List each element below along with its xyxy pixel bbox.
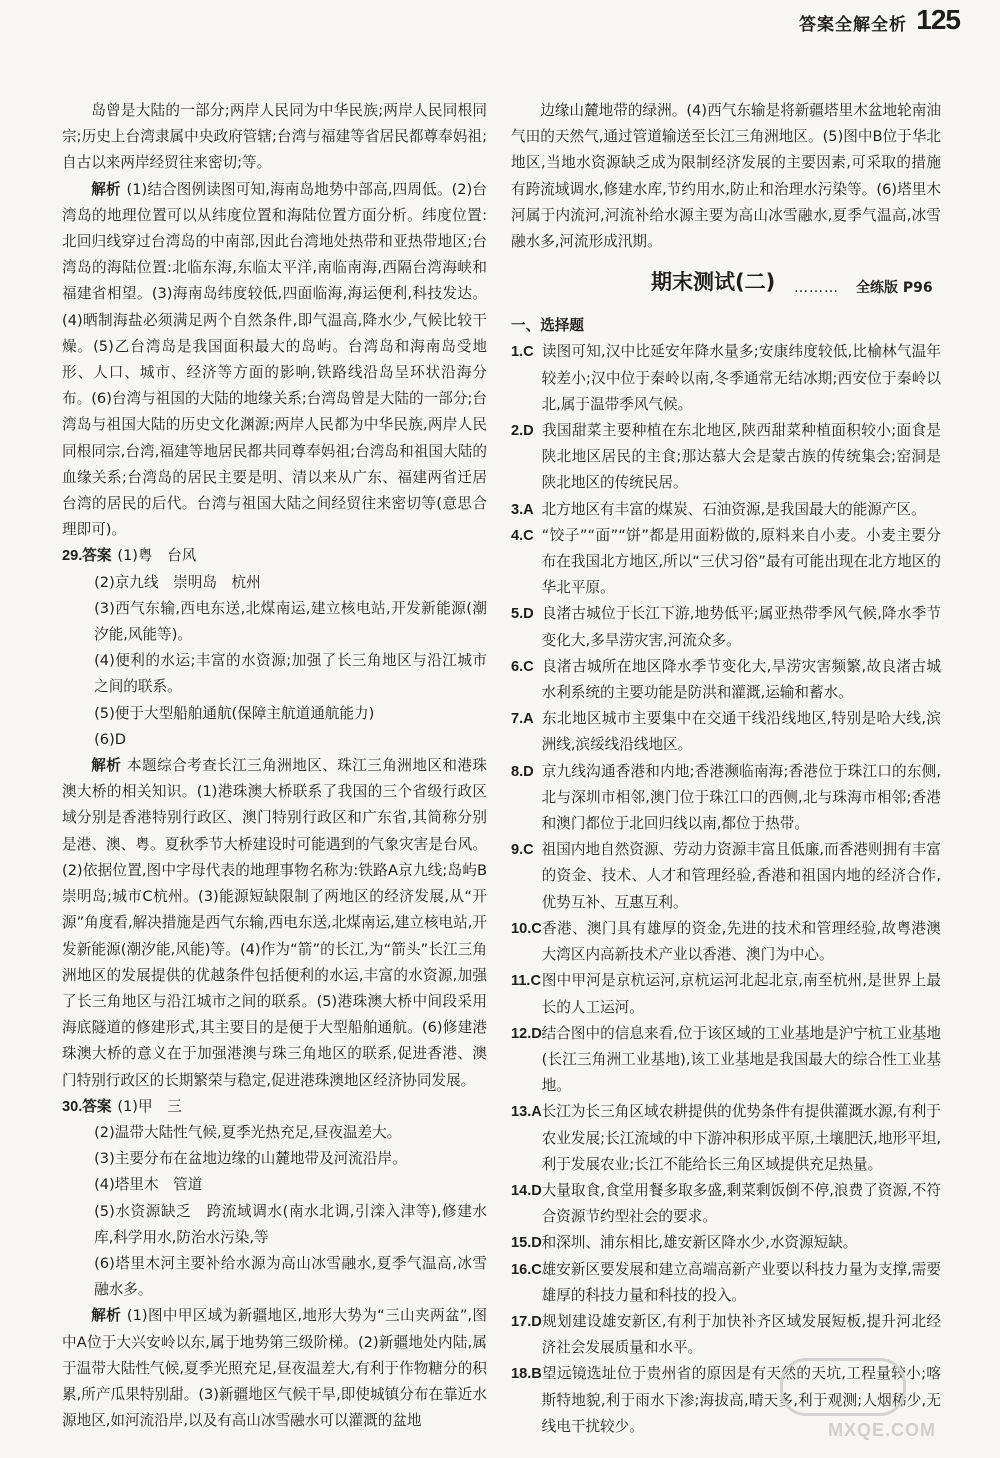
right-column-continuation <box>511 98 941 255</box>
question-answer-heading <box>62 1094 487 1120</box>
choice-answer-text: 读图可知,汉中比延安年降水量多;安康纬度较低,比榆林气温年较差小;汉中位于秦岭以南,冬季通常无结冰期;西安位于秦岭以北,属于温带季风气候。 <box>541 343 941 413</box>
analysis-text: (1)结合图例读图可知,海南岛地势中部高,四周低。(2)台湾岛的地理位置可以从纬度位置和海陆位置方面分析。纬度位置:北回归线穿过台湾岛的中南部,因此台湾地处热带和亚热带地区;台湾岛的海陆位置:北临东海,东临太平洋,南临南海,西隔台湾海峡和福建省相望。(3)海南岛纬度较低,四面临海,海运便利,科技发达。(4)晒制海盐必须满足两个自然条件,即气温高,降水少,气候比较干燥。(5)乙台湾岛是我国面积最大的岛屿。台湾岛和海南岛受地形、人口、城市、经济等方面的影响,铁路线沿岛呈环状沿海分布。(6)台湾与祖国的大陆的地缘关系;台湾岛曾是大陆的一部分;台湾岛与祖国大陆的历史文化渊源;两岸人民都为中华民族,两岸人民同根同宗,台湾,福建等地居民都共同尊奉妈祖;台湾岛和祖国大陆的血缘关系;台湾岛的居民主要是明、清以来从广东、福建两省迁居台湾的居民的后代。台湾与祖国大陆之间经贸往来密切等(意思合理即可)。 <box>62 180 487 539</box>
choice-answer-text: 良渚古城位于长江下游,地势低平;属亚热带季风气候,降水季节变化大,多旱涝灾害,河流众多。 <box>541 605 941 649</box>
choice-answer-text: 良渚古城所在地区降水季节变化大,旱涝灾害频繁,故良渚古城水利系统的主要功能是防洪和灌溉,运输和蓄水。 <box>541 657 941 702</box>
choice-answer-number: 15.D <box>511 1235 542 1252</box>
choice-answer-number: 12.D <box>511 1025 542 1042</box>
question-number: 29. <box>62 548 83 565</box>
choice-answer-number: 7.A <box>511 711 534 728</box>
answer-line: (5)便于大型船舶通航(保障主航道通航能力) <box>94 704 375 722</box>
choice-answer-number: 3.A <box>511 501 534 518</box>
choice-answer-text: “饺子”“面”“饼”都是用面粉做的,原料来自小麦。小麦主要分布在我国北方地区,所以“三伏习俗”最有可能出现在北方地区的华北平原。 <box>541 526 941 597</box>
answer-line: (6)塔里木河主要补给水源为高山冰雪融水,夏季气温高,冰雪融水多。 <box>94 1254 487 1299</box>
choice-answer-item <box>511 1021 941 1100</box>
answer-label: 答案 <box>82 547 112 565</box>
choice-answer-item <box>511 418 941 497</box>
watermark-text: MXQE.COM <box>828 1420 937 1440</box>
choice-answer-number: 17.D <box>511 1313 542 1330</box>
answer-list <box>511 339 941 1440</box>
right-column <box>511 98 941 1440</box>
left-column <box>62 98 487 1434</box>
answer-line: (4)便利的水运;丰富的水资源;加强了长三角地区与沿江城市之间的联系。 <box>94 652 487 696</box>
question-number: 30. <box>62 1098 83 1115</box>
subsection-title: 一、选择题 <box>511 317 584 335</box>
choice-answer-number: 2.D <box>511 423 534 440</box>
analysis-paragraph <box>62 753 487 1094</box>
choice-answer-item <box>511 837 941 916</box>
paragraph: 边缘山麓地带的绿洲。(4)西气东输是将新疆塔里木盆地轮南油气田的天然气,通过管道输送至长江三角洲地区。(5)图中B位于华北地区,当地水资源缺乏成为限制经济发展的主要因素,可采取的措施有跨流域调水,修建水库,节约用水,防止和治理水污染等。(6)塔里木河属于内流河,河流补给水源主要为高山冰雪融水,夏季气温高,冰雪融水多,河流形成汛期。 <box>511 102 941 251</box>
choice-answer-number: 11.C <box>511 973 542 990</box>
choice-answer-text: 和深圳、浦东相比,雄安新区降水少,水资源短缺。 <box>541 1234 858 1252</box>
choice-answer-text: 京九线沟通香港和内地;香港濒临南海;香港位于珠江口的东侧,北与深圳市相邻,澳门位于珠江口的西侧,北与珠海市相邻;香港和澳门都位于北回归线以南,都位于热带。 <box>541 762 941 833</box>
paragraph: 岛曾是大陆的一部分;两岸人民同为中华民族;两岸人民同根同宗;历史上台湾隶属中央政府管辖;台湾与福建等省居民都尊奉妈祖;自古以来两岸经贸往来密切;等。 <box>62 102 487 172</box>
choice-answer-number: 4.C <box>511 527 534 544</box>
choice-answer-number: 1.C <box>511 344 534 361</box>
choice-answer-item <box>511 497 941 523</box>
choice-answer-text: 结合图中的信息来看,位于该区域的工业基地是沪宁杭工业基地(长江三角洲工业基地),该工业基地是我国最大的综合性工业基地。 <box>541 1024 941 1095</box>
analysis-label: 解析 <box>91 757 122 775</box>
answer-text: (1)粤 台风 <box>117 547 197 565</box>
choice-answer-text: 祖国内地自然资源、劳动力资源丰富且低廉,而香港则拥有丰富的资金、技术、人才和管理经验,香港和祖国内地的经济合作,优势互补、互惠互利。 <box>541 841 941 911</box>
choice-answer-text: 香港、澳门具有雄厚的资金,先进的技术和管理经验,故粤港澳大湾区内高新技术产业以香港、澳门为中心。 <box>541 919 941 964</box>
watermark-ring-icon <box>780 1358 906 1416</box>
choice-answer-item <box>511 706 941 758</box>
choice-answer-text: 东北地区城市主要集中在交通干线沿线地区,特别是哈大线,滨洲线,滨绥线沿线地区。 <box>541 710 941 754</box>
choice-answer-number: 9.C <box>511 842 534 859</box>
exam-page-reference: 全练版 P96 <box>856 280 933 297</box>
choice-answer-item <box>511 1309 941 1361</box>
analysis-label: 解析 <box>91 180 121 198</box>
choice-answer-item <box>511 759 941 838</box>
watermark-logo <box>780 1358 980 1448</box>
answer-line: (5)水资源缺乏 跨流域调水(南水北调,引滦入津等),修建水库,科学用水,防治水污染,等 <box>94 1202 487 1246</box>
choice-answer-number: 10.C <box>511 920 542 937</box>
exam-section-heading <box>511 267 941 307</box>
choice-answer-item <box>511 601 941 653</box>
answer-line: (6)D <box>94 730 127 748</box>
answer-text: (1)甲 三 <box>117 1097 182 1115</box>
choice-answer-text: 北方地区有丰富的煤炭、石油资源,是我国最大的能源产区。 <box>541 500 926 518</box>
choice-answer-number: 5.D <box>511 606 534 623</box>
question-answer-heading <box>62 543 487 569</box>
choice-answer-number: 16.C <box>511 1261 542 1278</box>
choice-answer-text: 我国甜菜主要种植在东北地区,陕西甜菜种植面积较小;面食是陕北地区居民的主食;那达慕大会是蒙古族的传统集会;窑洞是陕北地区的传统民居。 <box>541 422 941 492</box>
choice-answer-text: 图中甲河是京杭运河,京杭运河北起北京,南至杭州,是世界上最长的人工运河。 <box>541 972 941 1016</box>
answer-line: (3)主要分布在盆地边缘的山麓地带及河流沿岸。 <box>94 1150 407 1168</box>
answer-line: (2)温带大陆性气候,夏季光热充足,昼夜温差大。 <box>94 1123 402 1141</box>
choice-answer-item <box>511 654 941 706</box>
analysis-text: (1)图中甲区域为新疆地区,地形大势为“三山夹两盆”,图中A位于大兴安岭以东,属于地势第三级阶梯。(2)新疆地处内陆,属于温带大陆性气候,夏季光照充足,昼夜温差大,有利于作物糖分的积累,所产瓜果特别甜。(3)新疆地区气候干旱,即使城镇分布在靠近水源地区,如河流沿岸,以及有高山冰雪融水可以灌溉的盆地 <box>62 1307 487 1430</box>
answer-line: (4)塔里木 管道 <box>94 1176 203 1194</box>
answer-line: (2)京九线 崇明岛 杭州 <box>94 573 261 591</box>
choice-answer-text: 雄安新区要发展和建立高端高新产业要以科技力量为支撑,需要雄厚的科技力量和科技的投入。 <box>541 1260 941 1304</box>
choice-answer-item <box>511 916 941 968</box>
choice-answer-item <box>511 1178 941 1230</box>
choice-answer-item <box>511 1257 941 1309</box>
section-title: 答案全解全析 <box>799 15 907 35</box>
choice-answer-number: 13.A <box>511 1104 542 1121</box>
leader-dots: ……… <box>794 280 839 297</box>
answer-label: 答案 <box>82 1097 112 1115</box>
page-number: 125 <box>916 4 960 35</box>
choice-answer-number: 6.C <box>511 658 534 675</box>
exam-title: 期末测试(二) <box>651 270 776 295</box>
analysis-label: 解析 <box>91 1307 122 1325</box>
analysis-text: 本题综合考查长江三角洲地区、珠江三角洲地区和港珠澳大桥的相关知识。(1)港珠澳大桥联系了我国的三个省级行政区域分别是香港特别行政区、澳门特别行政区和广东省,其简称分别是港、澳、粤。夏秋季节大桥建设时可能遇到的气象灾害是台风。(2)依据位置,图中字母代表的地理事物名称为:铁路A京九线;岛屿B崇明岛;城市C杭州。(3)能源短缺限制了两地区的经济发展,从“开源”角度看,解决措施是西气东输,西电东送,北煤南运,建立核电站,开发新能源(潮汐能,风能)等。(4)作为“箭”的长江,为“箭头”长江三角洲地区的发展提供的优越条件包括便利的水运,丰富的水资源,加强了长三角地区与沿江城市之间的联系。(5)港珠澳大桥中间段采用海底隧道的修建形式,其主要目的是便于大型船舶通航。(6)修建港珠澳大桥的意义在于加强港澳与珠三角地区的联系,促进香港、澳门特别行政区的长期繁荣与稳定,促进港珠澳地区经济协同发展。 <box>62 757 487 1089</box>
choice-answer-number: 18.B <box>511 1366 542 1383</box>
choice-answer-item <box>511 1230 941 1256</box>
choice-answer-number: 14.D <box>511 1182 542 1199</box>
choice-answer-item <box>511 523 941 602</box>
choice-answer-item <box>511 1099 941 1178</box>
choice-answer-item <box>511 339 941 418</box>
choice-answer-number: 8.D <box>511 763 534 780</box>
choice-answer-item <box>511 968 941 1020</box>
analysis-paragraph <box>62 177 487 544</box>
choice-answer-text: 大量取食,食堂用餐多取多盛,剩菜剩饭倒不停,浪费了资源,不符合资源节约型社会的要求。 <box>541 1181 941 1226</box>
choice-answer-text: 望远镜选址位于贵州省的原因是有天然的天坑,工程量较小;喀斯特地貌,利于雨水下渗;海拔高,晴天多,利于观测;人烟稀少,无线电干扰较少。 <box>541 1365 941 1435</box>
page-header <box>0 0 1000 70</box>
analysis-paragraph <box>62 1303 487 1434</box>
choice-answer-text: 长江为长三角区域农耕提供的优势条件有提供灌溉水源,有利于农业发展;长江流域的中下游冲积形成平原,土壤肥沃,地形平坦,利于发展农业;长江不能给长三角区域提供充足热量。 <box>541 1103 941 1173</box>
choice-answer-text: 规划建设雄安新区,有利于加快补齐区域发展短板,提升河北经济社会发展质量和水平。 <box>541 1312 941 1357</box>
answer-line: (3)西气东输,西电东送,北煤南运,建立核电站,开发新能源(潮汐能,风能等)。 <box>94 599 487 644</box>
